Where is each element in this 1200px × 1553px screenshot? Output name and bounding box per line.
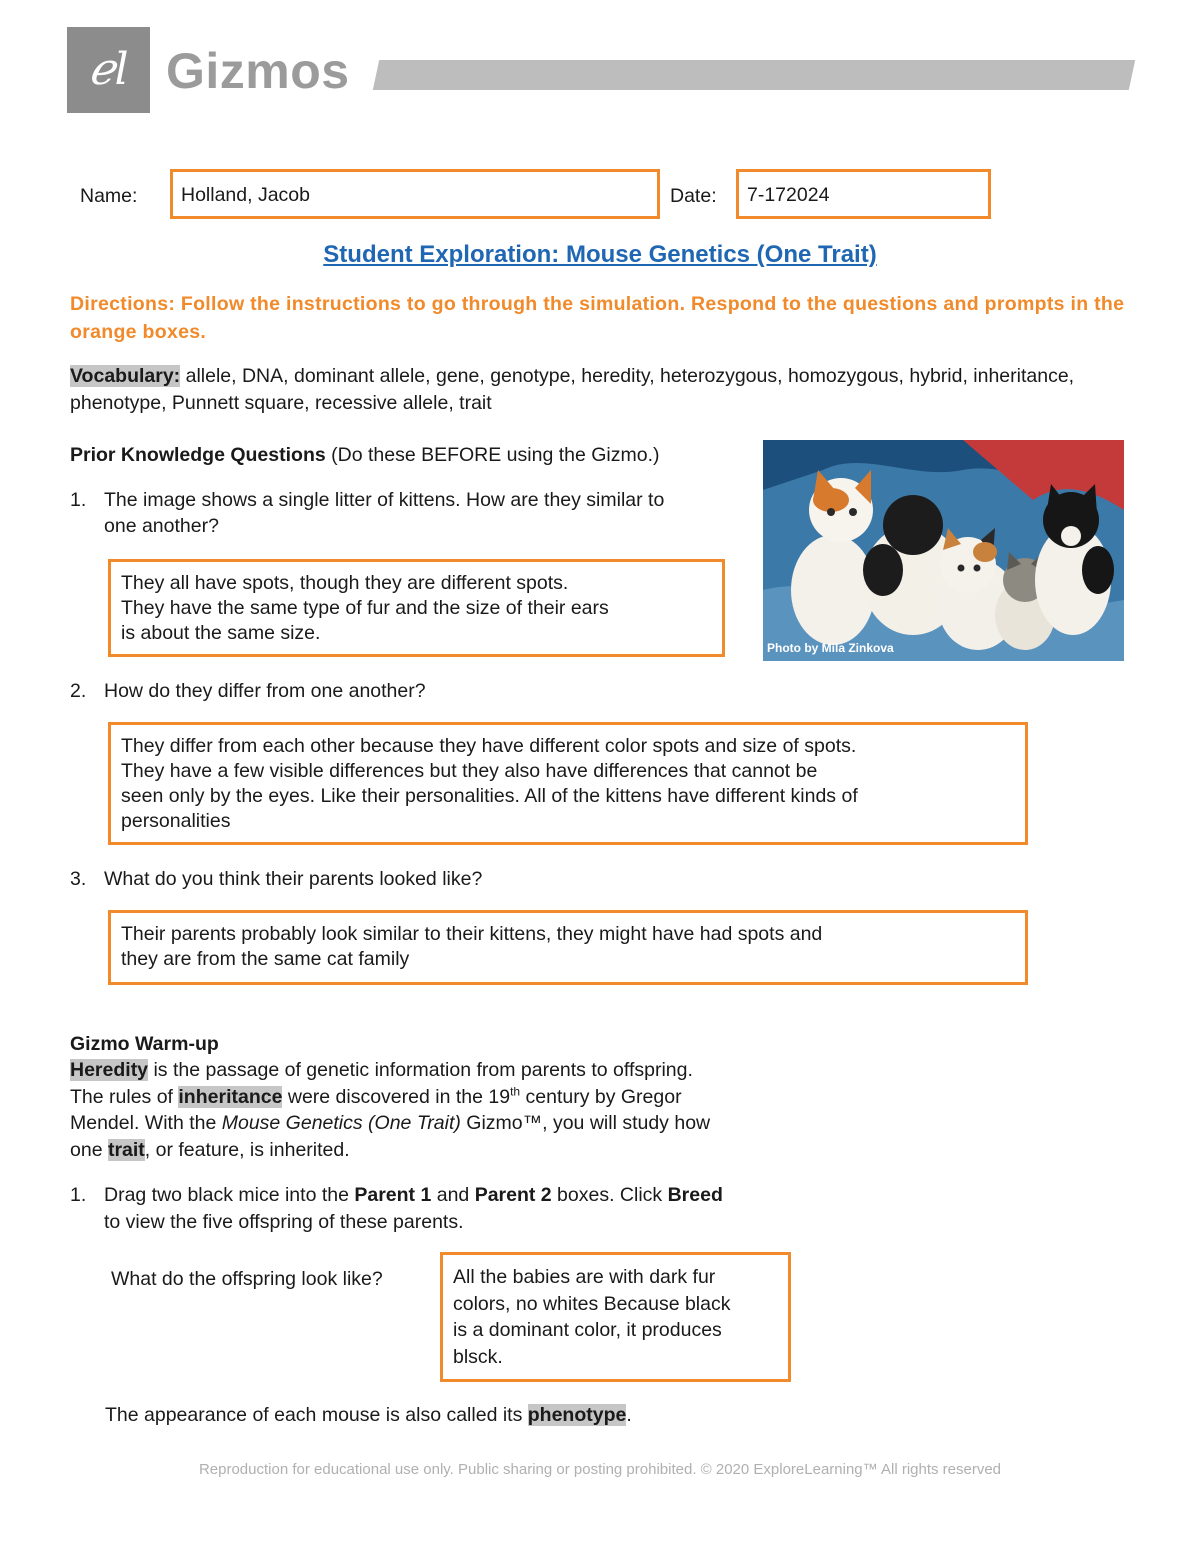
warmup-line-2	[70, 1084, 830, 1111]
warmup-line-4	[70, 1137, 830, 1164]
prior-knowledge-title: Prior Knowledge Questions	[70, 444, 326, 466]
prior-knowledge-heading	[70, 442, 660, 468]
answer-line: colors, no whites Because black	[453, 1292, 731, 1315]
question-text: What do you think their parents looked like?	[104, 868, 483, 890]
warmup-text: century by Gregor	[520, 1085, 682, 1108]
answer-line: personalities	[121, 810, 231, 832]
warmup-intro	[70, 1057, 830, 1163]
answer-line: Their parents probably look similar to their kittens, they might have had spots and	[121, 923, 823, 945]
footer-copyright: Reproduction for educational use only. Public sharing or posting prohibited. © 2020 ExploreLearning™ All rights reserved	[198, 1461, 1002, 1478]
breed-label: Breed	[667, 1184, 723, 1206]
kittens-illustration	[763, 440, 1124, 661]
explorelearning-logo	[67, 27, 150, 113]
warmup-text: to view the five offspring of these parents.	[104, 1211, 464, 1233]
answer-box-3[interactable]	[108, 910, 1028, 985]
answer-line: is about the same size.	[121, 622, 321, 644]
answer-line: They have a few visible differences but they also have differences that cannot be	[121, 760, 818, 782]
page-title: Student Exploration: Mouse Genetics (One Trait)	[323, 241, 877, 268]
term-trait: trait	[107, 1138, 145, 1161]
question-text: How do they differ from one another?	[104, 680, 426, 702]
answer-line: they are from the same cat family	[121, 948, 410, 970]
question-number: 1.	[70, 489, 87, 511]
question-number: 1.	[70, 1184, 87, 1206]
warmup-text: were discovered in the 19	[282, 1085, 511, 1108]
term-inheritance: inheritance	[178, 1085, 283, 1108]
term-heredity: Heredity	[70, 1059, 149, 1081]
warmup-text: is the passage of genetic information from parents to offspring.	[148, 1059, 693, 1081]
warmup-text: , or feature, is inherited.	[144, 1138, 350, 1161]
answer-line: is a dominant color, it produces	[453, 1319, 722, 1341]
answer-line: They differ from each other because they have different color spots and size of spots.	[121, 735, 857, 757]
date-field[interactable]: 7-172024	[736, 169, 991, 219]
parent-2-label: Parent 2	[474, 1184, 552, 1206]
warmup-text: Drag two black mice into the	[104, 1184, 355, 1206]
warmup-text: and	[431, 1184, 475, 1206]
prior-question-3	[70, 866, 482, 892]
kittens-photo	[763, 440, 1124, 661]
warmup-text: Mendel. With the	[70, 1112, 222, 1134]
question-text: one another?	[104, 515, 219, 537]
answer-line: They all have spots, though they are different spots.	[121, 572, 569, 594]
vocabulary-label: Vocabulary:	[70, 365, 181, 387]
directions: Directions: Follow the instructions to go through the simulation. Respond to the questions and prompts in the orange boxes.	[70, 293, 1125, 343]
name-label: Name:	[80, 185, 138, 207]
question-number: 2.	[70, 680, 87, 702]
warmup-text: boxes. Click	[551, 1184, 668, 1206]
prior-knowledge-note: (Do these BEFORE using the Gizmo.)	[325, 444, 660, 466]
answer-line: seen only by the eyes. Like their personalities. All of the kittens have different kinds of	[121, 785, 858, 807]
phenotype-sentence	[105, 1402, 632, 1428]
warmup-text: one	[70, 1138, 108, 1161]
warmup-text: The rules of	[70, 1085, 179, 1108]
warmup-line-3	[70, 1110, 830, 1137]
date-label: Date:	[670, 185, 717, 207]
warmup-text: Gizmo™, you will study how	[460, 1112, 711, 1134]
brand-name: Gizmos	[166, 43, 350, 99]
superscript: th	[510, 1084, 521, 1098]
answer-box-1[interactable]	[108, 559, 725, 657]
question-number: 3.	[70, 868, 87, 890]
logo-glyph-icon: ℯl	[88, 44, 129, 95]
answer-line: All the babies are with dark fur	[453, 1266, 716, 1288]
question-text: The image shows a single litter of kittens. How are they similar to	[104, 489, 665, 511]
warmup-text: .	[626, 1404, 632, 1426]
prior-question-2	[70, 678, 426, 704]
answer-line: They have the same type of fur and the size of their ears	[121, 597, 609, 619]
prior-question-1	[70, 487, 750, 539]
warmup-line-1	[70, 1057, 830, 1084]
photo-credit: Photo by Mila Zinkova	[767, 641, 894, 655]
parent-1-label: Parent 1	[354, 1184, 432, 1206]
warmup-heading: Gizmo Warm-up	[70, 1033, 219, 1055]
header-bar	[373, 60, 1135, 90]
vocabulary	[70, 363, 1140, 417]
term-phenotype: phenotype	[527, 1404, 627, 1426]
warmup-question-1	[70, 1182, 830, 1236]
offspring-prompt: What do the offspring look like?	[111, 1268, 383, 1290]
name-field[interactable]: Holland, Jacob	[170, 169, 660, 219]
answer-box-2[interactable]	[108, 722, 1028, 845]
answer-line: blsck.	[453, 1345, 503, 1368]
warmup-text: The appearance of each mouse is also called its	[105, 1404, 528, 1426]
vocabulary-terms: allele, DNA, dominant allele, gene, genotype, heredity, heterozygous, homozygous, hybrid, inheritance, phenotype, Punnett square, recessive allele, trait	[70, 365, 1075, 414]
answer-box-offspring[interactable]	[440, 1252, 791, 1382]
gizmo-title-italic: Mouse Genetics (One Trait)	[221, 1112, 461, 1134]
